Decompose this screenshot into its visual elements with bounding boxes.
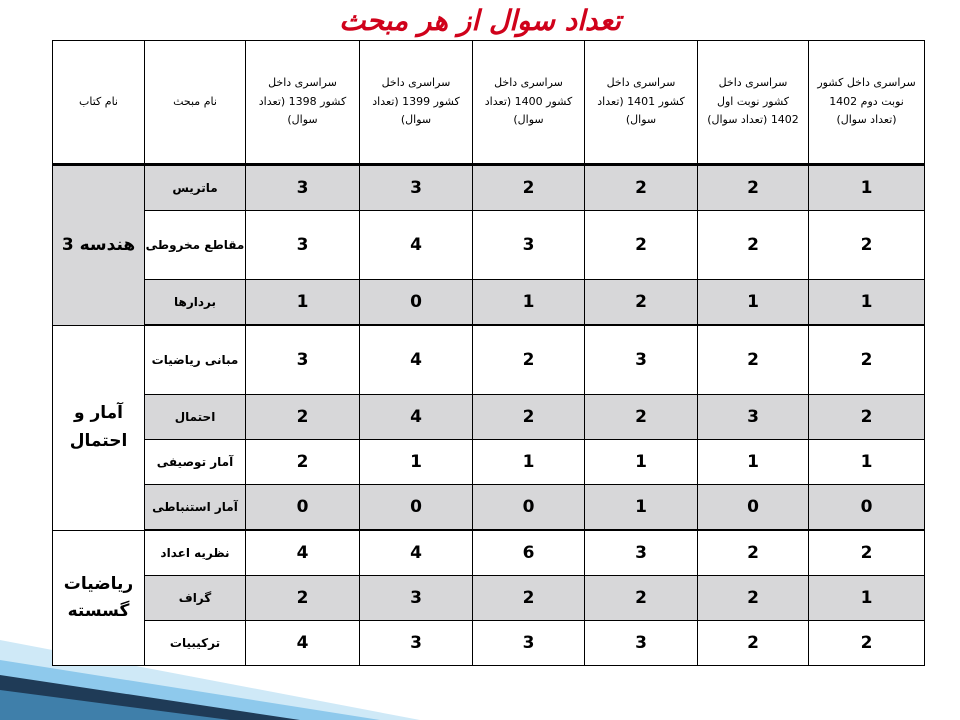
cell-value: 1	[698, 280, 809, 326]
table-row	[53, 621, 925, 666]
cell-value: 4	[246, 530, 360, 576]
table-row	[53, 440, 925, 485]
cell-value: 2	[698, 211, 809, 280]
cell-value: 2	[585, 165, 698, 211]
cell-value: 3	[246, 325, 360, 395]
header-year-1401: سراسری داخل کشور 1401 (تعداد سوال)	[585, 41, 698, 165]
book-name: ریاضیات گسسته	[53, 530, 145, 666]
table-row	[53, 325, 925, 395]
cell-value: 2	[585, 280, 698, 326]
cell-value: 2	[809, 621, 925, 666]
topic-name: مقاطع مخروطی	[145, 211, 246, 280]
cell-value: 1	[809, 280, 925, 326]
table-row	[53, 576, 925, 621]
cell-value: 3	[698, 395, 809, 440]
cell-value: 2	[809, 325, 925, 395]
cell-value: 2	[473, 576, 585, 621]
table-row	[53, 165, 925, 211]
cell-value: 2	[809, 530, 925, 576]
cell-value: 2	[473, 325, 585, 395]
topic-name: گراف	[145, 576, 246, 621]
cell-value: 0	[360, 280, 473, 326]
header-topic: نام مبحث	[145, 41, 246, 165]
table-row	[53, 280, 925, 326]
table-row	[53, 485, 925, 531]
cell-value: 2	[809, 211, 925, 280]
cell-value: 2	[698, 165, 809, 211]
cell-value: 3	[473, 621, 585, 666]
header-year-1400: سراسری داخل کشور 1400 (تعداد سوال)	[473, 41, 585, 165]
cell-value: 2	[585, 211, 698, 280]
header-year-1402-second: سراسری داخل کشور نوبت دوم 1402 (تعداد سوال)	[809, 41, 925, 165]
cell-value: 4	[246, 621, 360, 666]
cell-value: 2	[473, 165, 585, 211]
cell-value: 3	[585, 325, 698, 395]
topic-name: نظریه اعداد	[145, 530, 246, 576]
cell-value: 2	[246, 395, 360, 440]
cell-value: 0	[246, 485, 360, 531]
cell-value: 3	[360, 165, 473, 211]
cell-value: 2	[473, 395, 585, 440]
cell-value: 1	[809, 440, 925, 485]
header-row	[53, 41, 925, 165]
header-year-1402-first: سراسری داخل کشور نوبت اول 1402 (تعداد سوال)	[698, 41, 809, 165]
cell-value: 2	[585, 576, 698, 621]
cell-value: 4	[360, 211, 473, 280]
cell-value: 1	[809, 576, 925, 621]
cell-value: 1	[585, 440, 698, 485]
topic-name: ترکیبیات	[145, 621, 246, 666]
cell-value: 4	[360, 395, 473, 440]
cell-value: 1	[360, 440, 473, 485]
cell-value: 0	[809, 485, 925, 531]
cell-value: 1	[698, 440, 809, 485]
cell-value: 3	[360, 576, 473, 621]
topic-name: آمار استنباطی	[145, 485, 246, 531]
cell-value: 4	[360, 530, 473, 576]
header-year-1399: سراسری داخل کشور 1399 (تعداد سوال)	[360, 41, 473, 165]
cell-value: 2	[698, 325, 809, 395]
cell-value: 2	[698, 530, 809, 576]
cell-value: 4	[360, 325, 473, 395]
table-row	[53, 211, 925, 280]
table-row	[53, 530, 925, 576]
cell-value: 3	[246, 211, 360, 280]
cell-value: 2	[246, 576, 360, 621]
header-year-1398: سراسری داخل کشور 1398 (تعداد سوال)	[246, 41, 360, 165]
cell-value: 3	[585, 621, 698, 666]
cell-value: 0	[473, 485, 585, 531]
cell-value: 1	[246, 280, 360, 326]
cell-value: 2	[698, 576, 809, 621]
cell-value: 1	[809, 165, 925, 211]
cell-value: 2	[698, 621, 809, 666]
book-name: هندسه 3	[53, 165, 145, 326]
cell-value: 2	[809, 395, 925, 440]
page-title: تعداد سوال از هر مبحث	[339, 4, 621, 37]
cell-value: 3	[360, 621, 473, 666]
cell-value: 0	[360, 485, 473, 531]
topic-name: آمار توصیفی	[145, 440, 246, 485]
topic-name: ماتریس	[145, 165, 246, 211]
cell-value: 2	[246, 440, 360, 485]
cell-value: 3	[246, 165, 360, 211]
cell-value: 3	[585, 530, 698, 576]
topic-name: مبانی ریاضیات	[145, 325, 246, 395]
book-name: آمار و احتمال	[53, 325, 145, 530]
cell-value: 1	[473, 280, 585, 326]
topic-name: احتمال	[145, 395, 246, 440]
questions-table	[52, 40, 925, 666]
cell-value: 1	[585, 485, 698, 531]
cell-value: 6	[473, 530, 585, 576]
cell-value: 1	[473, 440, 585, 485]
table-row	[53, 395, 925, 440]
cell-value: 0	[698, 485, 809, 531]
cell-value: 2	[585, 395, 698, 440]
topic-name: بردارها	[145, 280, 246, 326]
cell-value: 3	[473, 211, 585, 280]
header-book: نام کتاب	[53, 41, 145, 165]
